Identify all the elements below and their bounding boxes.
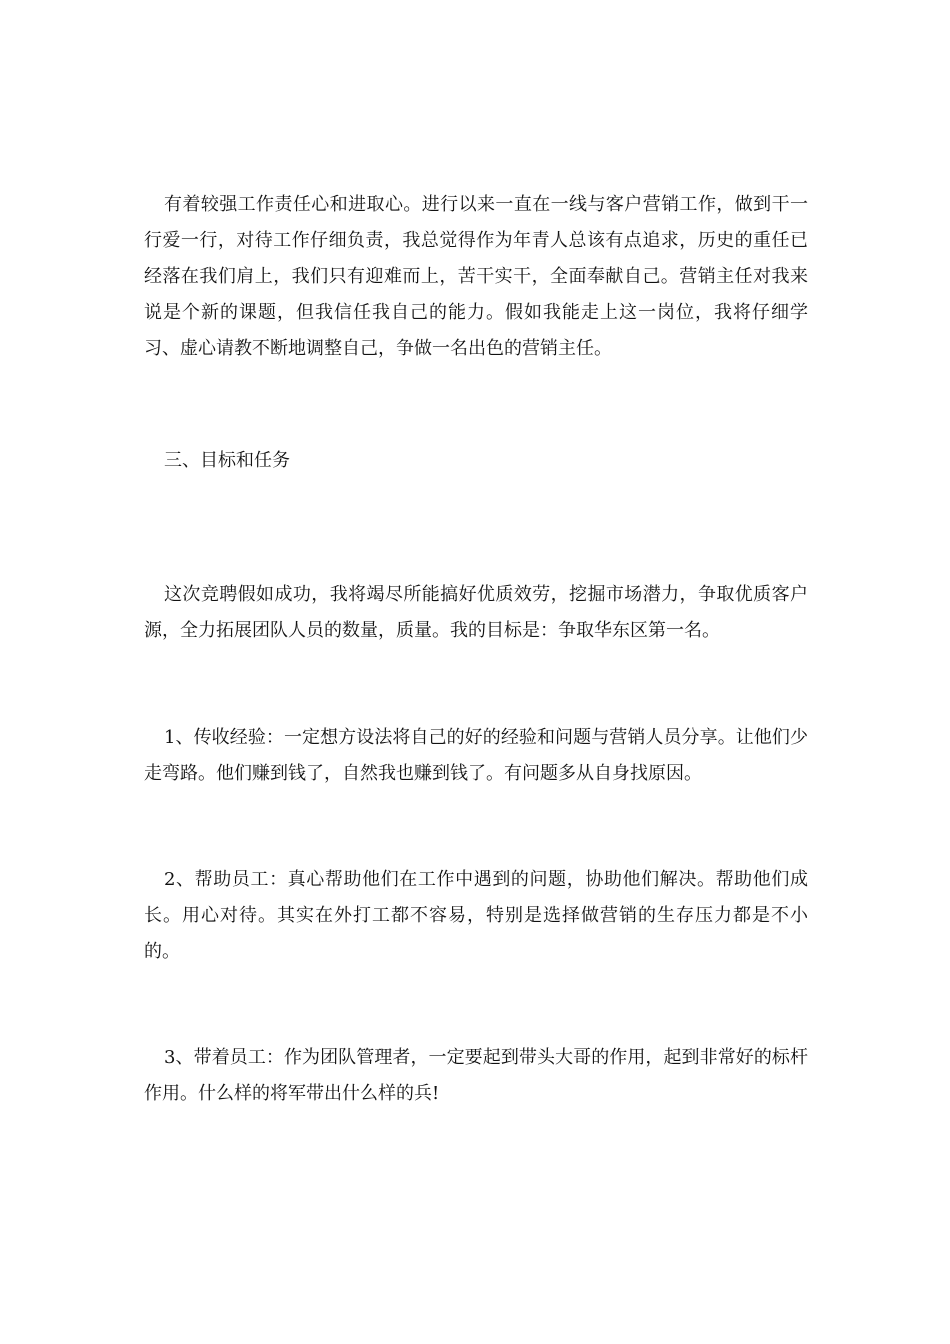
paragraph-qualifications: 有着较强工作责任心和进取心。进行以来一直在一线与客户营销工作，做到干一行爱一行，对待工作仔细负责，我总觉得作为年青人总该有点追求，历史的重任已经落在我们肩上，我们只有迎难而上，苦干实干，全面奉献自己。营销主任对我来说是个新的课题，但我信任我自己的能力。假如我能走上这一岗位，我将仔细学习、虚心请教不断地调整自己，争做一名出色的营销主任。 — [144, 194, 808, 359]
list-item-lead-staff: 3、带着员工：作为团队管理者，一定要起到带头大哥的作用，起到非常好的标杆作用。什么样的将军带出什么样的兵! — [144, 1047, 808, 1104]
section-heading-goals: 三、目标和任务 — [164, 450, 290, 471]
paragraph-goal-statement: 这次竞聘假如成功，我将竭尽所能搞好优质效劳，挖掘市场潜力，争取优质客户源，全力拓展团队人员的数量，质量。我的目标是：争取华东区第一名。 — [144, 584, 808, 641]
list-item-share-experience: 1、传收经验：一定想方设法将自己的好的经验和问题与营销人员分享。让他们少走弯路。他们赚到钱了，自然我也赚到钱了。有问题多从自身找原因。 — [144, 727, 808, 784]
list-item-help-staff: 2、帮助员工：真心帮助他们在工作中遇到的问题，协助他们解决。帮助他们成长。用心对待。其实在外打工都不容易，特别是选择做营销的生存压力都是不小的。 — [144, 869, 808, 962]
